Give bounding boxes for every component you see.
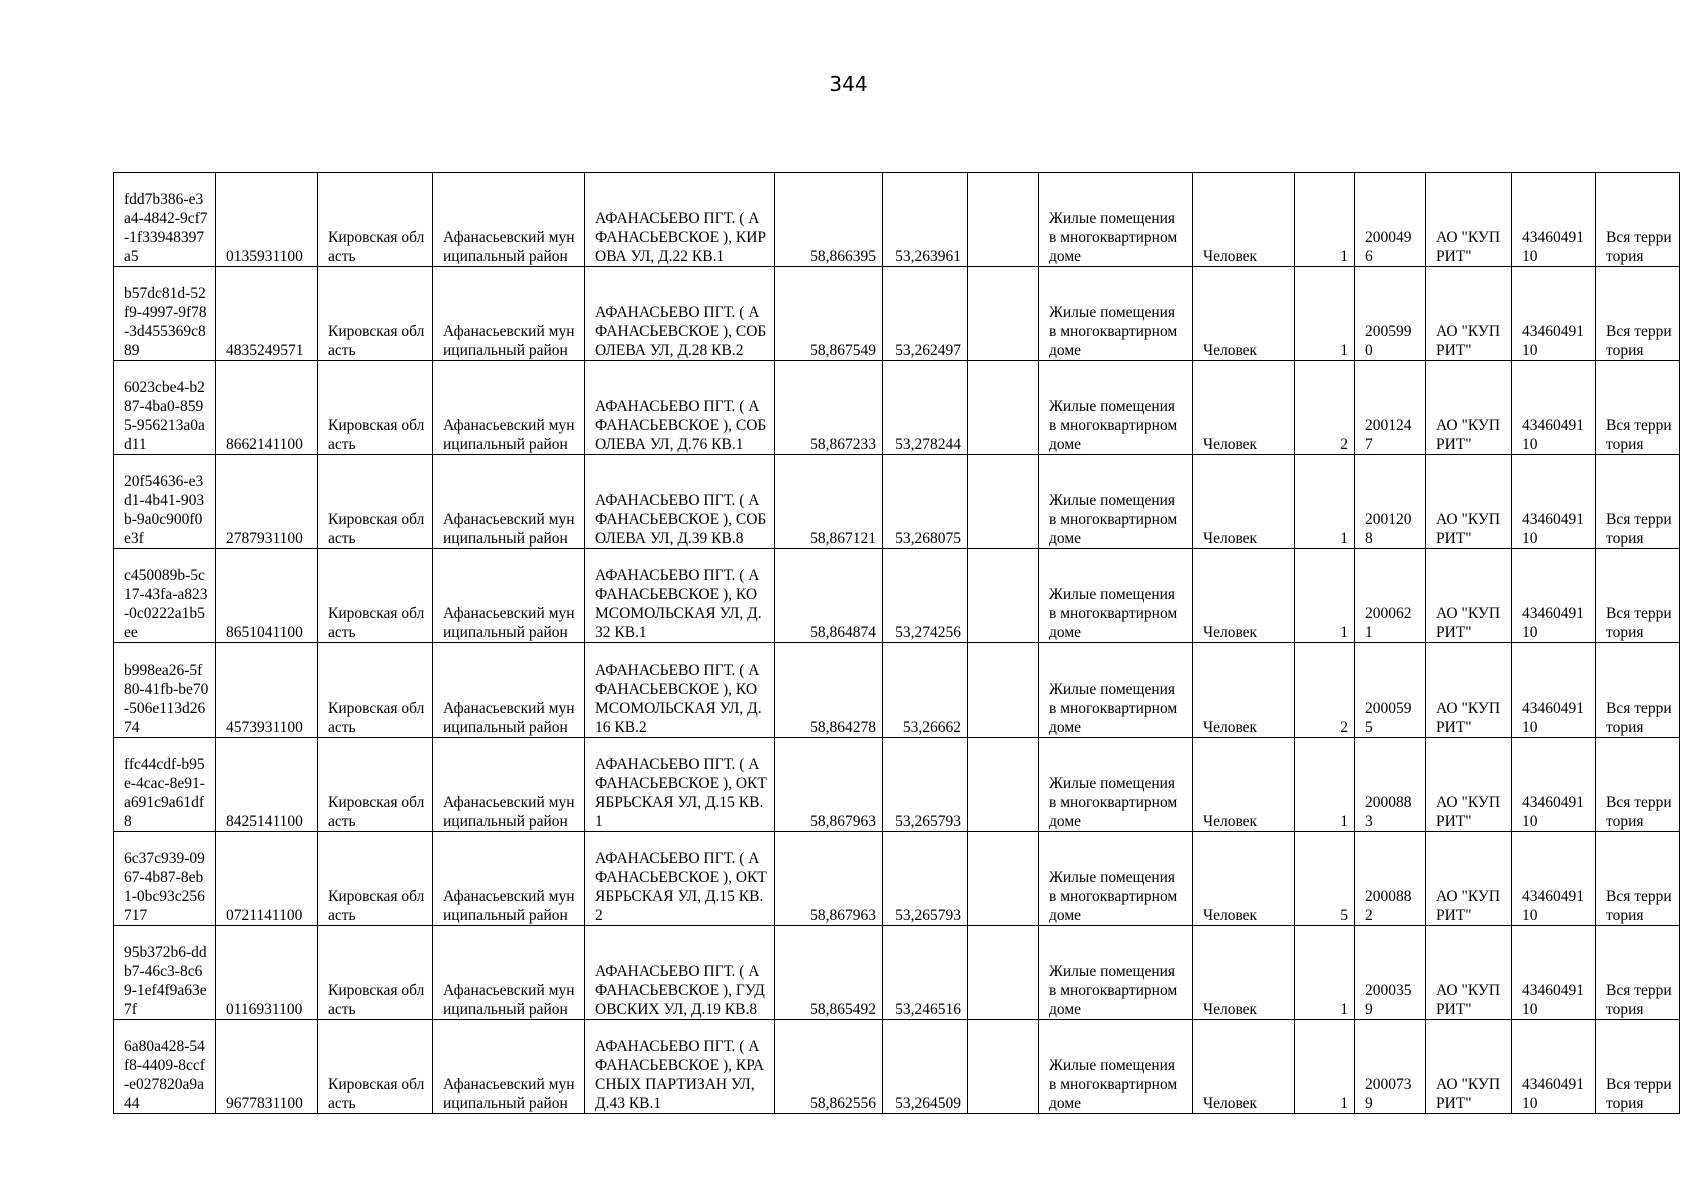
table-row [114, 267, 1680, 361]
cell-code: 8651041100 [216, 549, 318, 643]
cell-district: Афанасьевский муниципальный район [433, 549, 585, 643]
cell-territory: Вся территория [1596, 549, 1680, 643]
cell-lon: 53,265793 [883, 831, 968, 925]
cell-district: Афанасьевский муниципальный район [433, 455, 585, 549]
cell-district: Афанасьевский муниципальный район [433, 925, 585, 1019]
cell-region: Кировская область [318, 831, 433, 925]
cell-unit: Человек [1193, 643, 1295, 737]
cell-territory: Вся территория [1596, 267, 1680, 361]
cell-org: АО "КУПРИТ" [1426, 737, 1512, 831]
cell-inn: 4346049110 [1512, 361, 1596, 455]
cell-empty [968, 925, 1039, 1019]
cell-address: АФАНАСЬЕВО ПГТ. ( АФАНАСЬЕВСКОЕ ), ОКТЯБРЬСКАЯ УЛ, Д.15 КВ.2 [585, 831, 775, 925]
cell-num: 2000496 [1355, 173, 1426, 267]
cell-empty [968, 549, 1039, 643]
table-row [114, 173, 1680, 267]
cell-inn: 4346049110 [1512, 455, 1596, 549]
cell-org: АО "КУПРИТ" [1426, 455, 1512, 549]
cell-type: Жилые помещения в многоквартирном доме [1039, 737, 1193, 831]
cell-inn: 4346049110 [1512, 925, 1596, 1019]
cell-qty: 2 [1295, 361, 1355, 455]
cell-lon: 53,246516 [883, 925, 968, 1019]
cell-inn: 4346049110 [1512, 643, 1596, 737]
cell-unit: Человек [1193, 831, 1295, 925]
cell-guid: fdd7b386-e3a4-4842-9cf7-1f33948397a5 [114, 173, 216, 267]
cell-qty: 1 [1295, 267, 1355, 361]
cell-num: 2000739 [1355, 1019, 1426, 1113]
cell-org: АО "КУПРИТ" [1426, 1019, 1512, 1113]
cell-guid: 20f54636-e3d1-4b41-903b-9a0c900f0e3f [114, 455, 216, 549]
cell-unit: Человек [1193, 737, 1295, 831]
cell-lon: 53,26662 [883, 643, 968, 737]
cell-num: 2000883 [1355, 737, 1426, 831]
cell-district: Афанасьевский муниципальный район [433, 267, 585, 361]
table-row [114, 643, 1680, 737]
cell-lat: 58,867121 [775, 455, 883, 549]
cell-address: АФАНАСЬЕВО ПГТ. ( АФАНАСЬЕВСКОЕ ), СОБОЛЕВА УЛ, Д.76 КВ.1 [585, 361, 775, 455]
cell-org: АО "КУПРИТ" [1426, 361, 1512, 455]
cell-type: Жилые помещения в многоквартирном доме [1039, 361, 1193, 455]
cell-region: Кировская область [318, 643, 433, 737]
cell-inn: 4346049110 [1512, 1019, 1596, 1113]
cell-type: Жилые помещения в многоквартирном доме [1039, 643, 1193, 737]
cell-region: Кировская область [318, 549, 433, 643]
cell-inn: 4346049110 [1512, 831, 1596, 925]
table-row [114, 831, 1680, 925]
cell-code: 8662141100 [216, 361, 318, 455]
cell-num: 2001247 [1355, 361, 1426, 455]
cell-num: 2000621 [1355, 549, 1426, 643]
cell-territory: Вся территория [1596, 361, 1680, 455]
cell-num: 2000882 [1355, 831, 1426, 925]
cell-region: Кировская область [318, 361, 433, 455]
cell-type: Жилые помещения в многоквартирном доме [1039, 1019, 1193, 1113]
cell-lat: 58,867963 [775, 737, 883, 831]
cell-empty [968, 455, 1039, 549]
cell-unit: Человек [1193, 267, 1295, 361]
cell-region: Кировская область [318, 1019, 433, 1113]
cell-code: 2787931100 [216, 455, 318, 549]
cell-region: Кировская область [318, 267, 433, 361]
cell-guid: 6023cbe4-b287-4ba0-8595-956213a0ad11 [114, 361, 216, 455]
cell-guid: 6a80a428-54f8-4409-8ccf-e027820a9a44 [114, 1019, 216, 1113]
cell-type: Жилые помещения в многоквартирном доме [1039, 831, 1193, 925]
cell-empty [968, 643, 1039, 737]
page-number: 344 [829, 72, 868, 96]
cell-region: Кировская область [318, 455, 433, 549]
cell-lat: 58,864278 [775, 643, 883, 737]
cell-qty: 1 [1295, 925, 1355, 1019]
cell-address: АФАНАСЬЕВО ПГТ. ( АФАНАСЬЕВСКОЕ ), КОМСОМОЛЬСКАЯ УЛ, Д.16 КВ.2 [585, 643, 775, 737]
cell-type: Жилые помещения в многоквартирном доме [1039, 549, 1193, 643]
table-row [114, 925, 1680, 1019]
cell-guid: ffc44cdf-b95e-4cac-8e91-a691c9a61df8 [114, 737, 216, 831]
table-row [114, 361, 1680, 455]
cell-lon: 53,262497 [883, 267, 968, 361]
cell-district: Афанасьевский муниципальный район [433, 831, 585, 925]
cell-region: Кировская область [318, 737, 433, 831]
cell-org: АО "КУПРИТ" [1426, 643, 1512, 737]
table-body [114, 173, 1680, 1114]
cell-code: 9677831100 [216, 1019, 318, 1113]
table-row [114, 1019, 1680, 1113]
cell-region: Кировская область [318, 173, 433, 267]
cell-lon: 53,265793 [883, 737, 968, 831]
cell-empty [968, 1019, 1039, 1113]
cell-inn: 4346049110 [1512, 737, 1596, 831]
cell-lat: 58,867549 [775, 267, 883, 361]
cell-type: Жилые помещения в многоквартирном доме [1039, 925, 1193, 1019]
cell-address: АФАНАСЬЕВО ПГТ. ( АФАНАСЬЕВСКОЕ ), КИРОВА УЛ, Д.22 КВ.1 [585, 173, 775, 267]
cell-guid: b998ea26-5f80-41fb-be70-506e113d2674 [114, 643, 216, 737]
cell-guid: 6c37c939-0967-4b87-8eb1-0bc93c256717 [114, 831, 216, 925]
cell-num: 2005990 [1355, 267, 1426, 361]
cell-guid: 95b372b6-ddb7-46c3-8c69-1ef4f9a63e7f [114, 925, 216, 1019]
cell-qty: 1 [1295, 1019, 1355, 1113]
cell-lon: 53,264509 [883, 1019, 968, 1113]
cell-num: 2000359 [1355, 925, 1426, 1019]
cell-unit: Человек [1193, 455, 1295, 549]
cell-qty: 5 [1295, 831, 1355, 925]
cell-empty [968, 831, 1039, 925]
cell-qty: 1 [1295, 549, 1355, 643]
cell-empty [968, 267, 1039, 361]
cell-guid: b57dc81d-52f9-4997-9f78-3d455369c889 [114, 267, 216, 361]
cell-inn: 4346049110 [1512, 267, 1596, 361]
cell-qty: 1 [1295, 173, 1355, 267]
cell-unit: Человек [1193, 925, 1295, 1019]
cell-district: Афанасьевский муниципальный район [433, 361, 585, 455]
cell-code: 4573931100 [216, 643, 318, 737]
cell-lon: 53,274256 [883, 549, 968, 643]
cell-qty: 1 [1295, 737, 1355, 831]
table-row [114, 549, 1680, 643]
cell-district: Афанасьевский муниципальный район [433, 173, 585, 267]
cell-lon: 53,278244 [883, 361, 968, 455]
cell-type: Жилые помещения в многоквартирном доме [1039, 173, 1193, 267]
cell-district: Афанасьевский муниципальный район [433, 737, 585, 831]
cell-empty [968, 361, 1039, 455]
cell-lat: 58,867233 [775, 361, 883, 455]
cell-code: 0721141100 [216, 831, 318, 925]
cell-address: АФАНАСЬЕВО ПГТ. ( АФАНАСЬЕВСКОЕ ), ГУДОВСКИХ УЛ, Д.19 КВ.8 [585, 925, 775, 1019]
cell-code: 8425141100 [216, 737, 318, 831]
cell-territory: Вся территория [1596, 925, 1680, 1019]
cell-num: 2001208 [1355, 455, 1426, 549]
cell-unit: Человек [1193, 173, 1295, 267]
cell-qty: 1 [1295, 455, 1355, 549]
cell-inn: 4346049110 [1512, 549, 1596, 643]
cell-type: Жилые помещения в многоквартирном доме [1039, 455, 1193, 549]
cell-org: АО "КУПРИТ" [1426, 549, 1512, 643]
cell-unit: Человек [1193, 549, 1295, 643]
cell-qty: 2 [1295, 643, 1355, 737]
cell-org: АО "КУПРИТ" [1426, 925, 1512, 1019]
cell-code: 4835249571 [216, 267, 318, 361]
cell-district: Афанасьевский муниципальный район [433, 1019, 585, 1113]
cell-lat: 58,862556 [775, 1019, 883, 1113]
cell-empty [968, 737, 1039, 831]
cell-address: АФАНАСЬЕВО ПГТ. ( АФАНАСЬЕВСКОЕ ), КОМСОМОЛЬСКАЯ УЛ, Д.32 КВ.1 [585, 549, 775, 643]
cell-guid: c450089b-5c17-43fa-a823-0c0222a1b5ee [114, 549, 216, 643]
cell-org: АО "КУПРИТ" [1426, 173, 1512, 267]
cell-territory: Вся территория [1596, 737, 1680, 831]
cell-empty [968, 173, 1039, 267]
cell-district: Афанасьевский муниципальный район [433, 643, 585, 737]
cell-territory: Вся территория [1596, 831, 1680, 925]
cell-unit: Человек [1193, 1019, 1295, 1113]
cell-type: Жилые помещения в многоквартирном доме [1039, 267, 1193, 361]
cell-address: АФАНАСЬЕВО ПГТ. ( АФАНАСЬЕВСКОЕ ), ОКТЯБРЬСКАЯ УЛ, Д.15 КВ.1 [585, 737, 775, 831]
table-row [114, 737, 1680, 831]
cell-territory: Вся территория [1596, 173, 1680, 267]
cell-code: 0116931100 [216, 925, 318, 1019]
cell-address: АФАНАСЬЕВО ПГТ. ( АФАНАСЬЕВСКОЕ ), КРАСНЫХ ПАРТИЗАН УЛ, Д.43 КВ.1 [585, 1019, 775, 1113]
cell-lat: 58,864874 [775, 549, 883, 643]
cell-org: АО "КУПРИТ" [1426, 267, 1512, 361]
cell-territory: Вся территория [1596, 455, 1680, 549]
cell-code: 0135931100 [216, 173, 318, 267]
cell-lat: 58,867963 [775, 831, 883, 925]
cell-unit: Человек [1193, 361, 1295, 455]
cell-num: 2000595 [1355, 643, 1426, 737]
cell-lon: 53,263961 [883, 173, 968, 267]
table-row [114, 455, 1680, 549]
cell-territory: Вся территория [1596, 1019, 1680, 1113]
cell-lat: 58,866395 [775, 173, 883, 267]
cell-lat: 58,865492 [775, 925, 883, 1019]
cell-inn: 4346049110 [1512, 173, 1596, 267]
cell-region: Кировская область [318, 925, 433, 1019]
cell-territory: Вся территория [1596, 643, 1680, 737]
registry-table [113, 172, 1680, 1114]
cell-address: АФАНАСЬЕВО ПГТ. ( АФАНАСЬЕВСКОЕ ), СОБОЛЕВА УЛ, Д.39 КВ.8 [585, 455, 775, 549]
cell-org: АО "КУПРИТ" [1426, 831, 1512, 925]
cell-address: АФАНАСЬЕВО ПГТ. ( АФАНАСЬЕВСКОЕ ), СОБОЛЕВА УЛ, Д.28 КВ.2 [585, 267, 775, 361]
cell-lon: 53,268075 [883, 455, 968, 549]
